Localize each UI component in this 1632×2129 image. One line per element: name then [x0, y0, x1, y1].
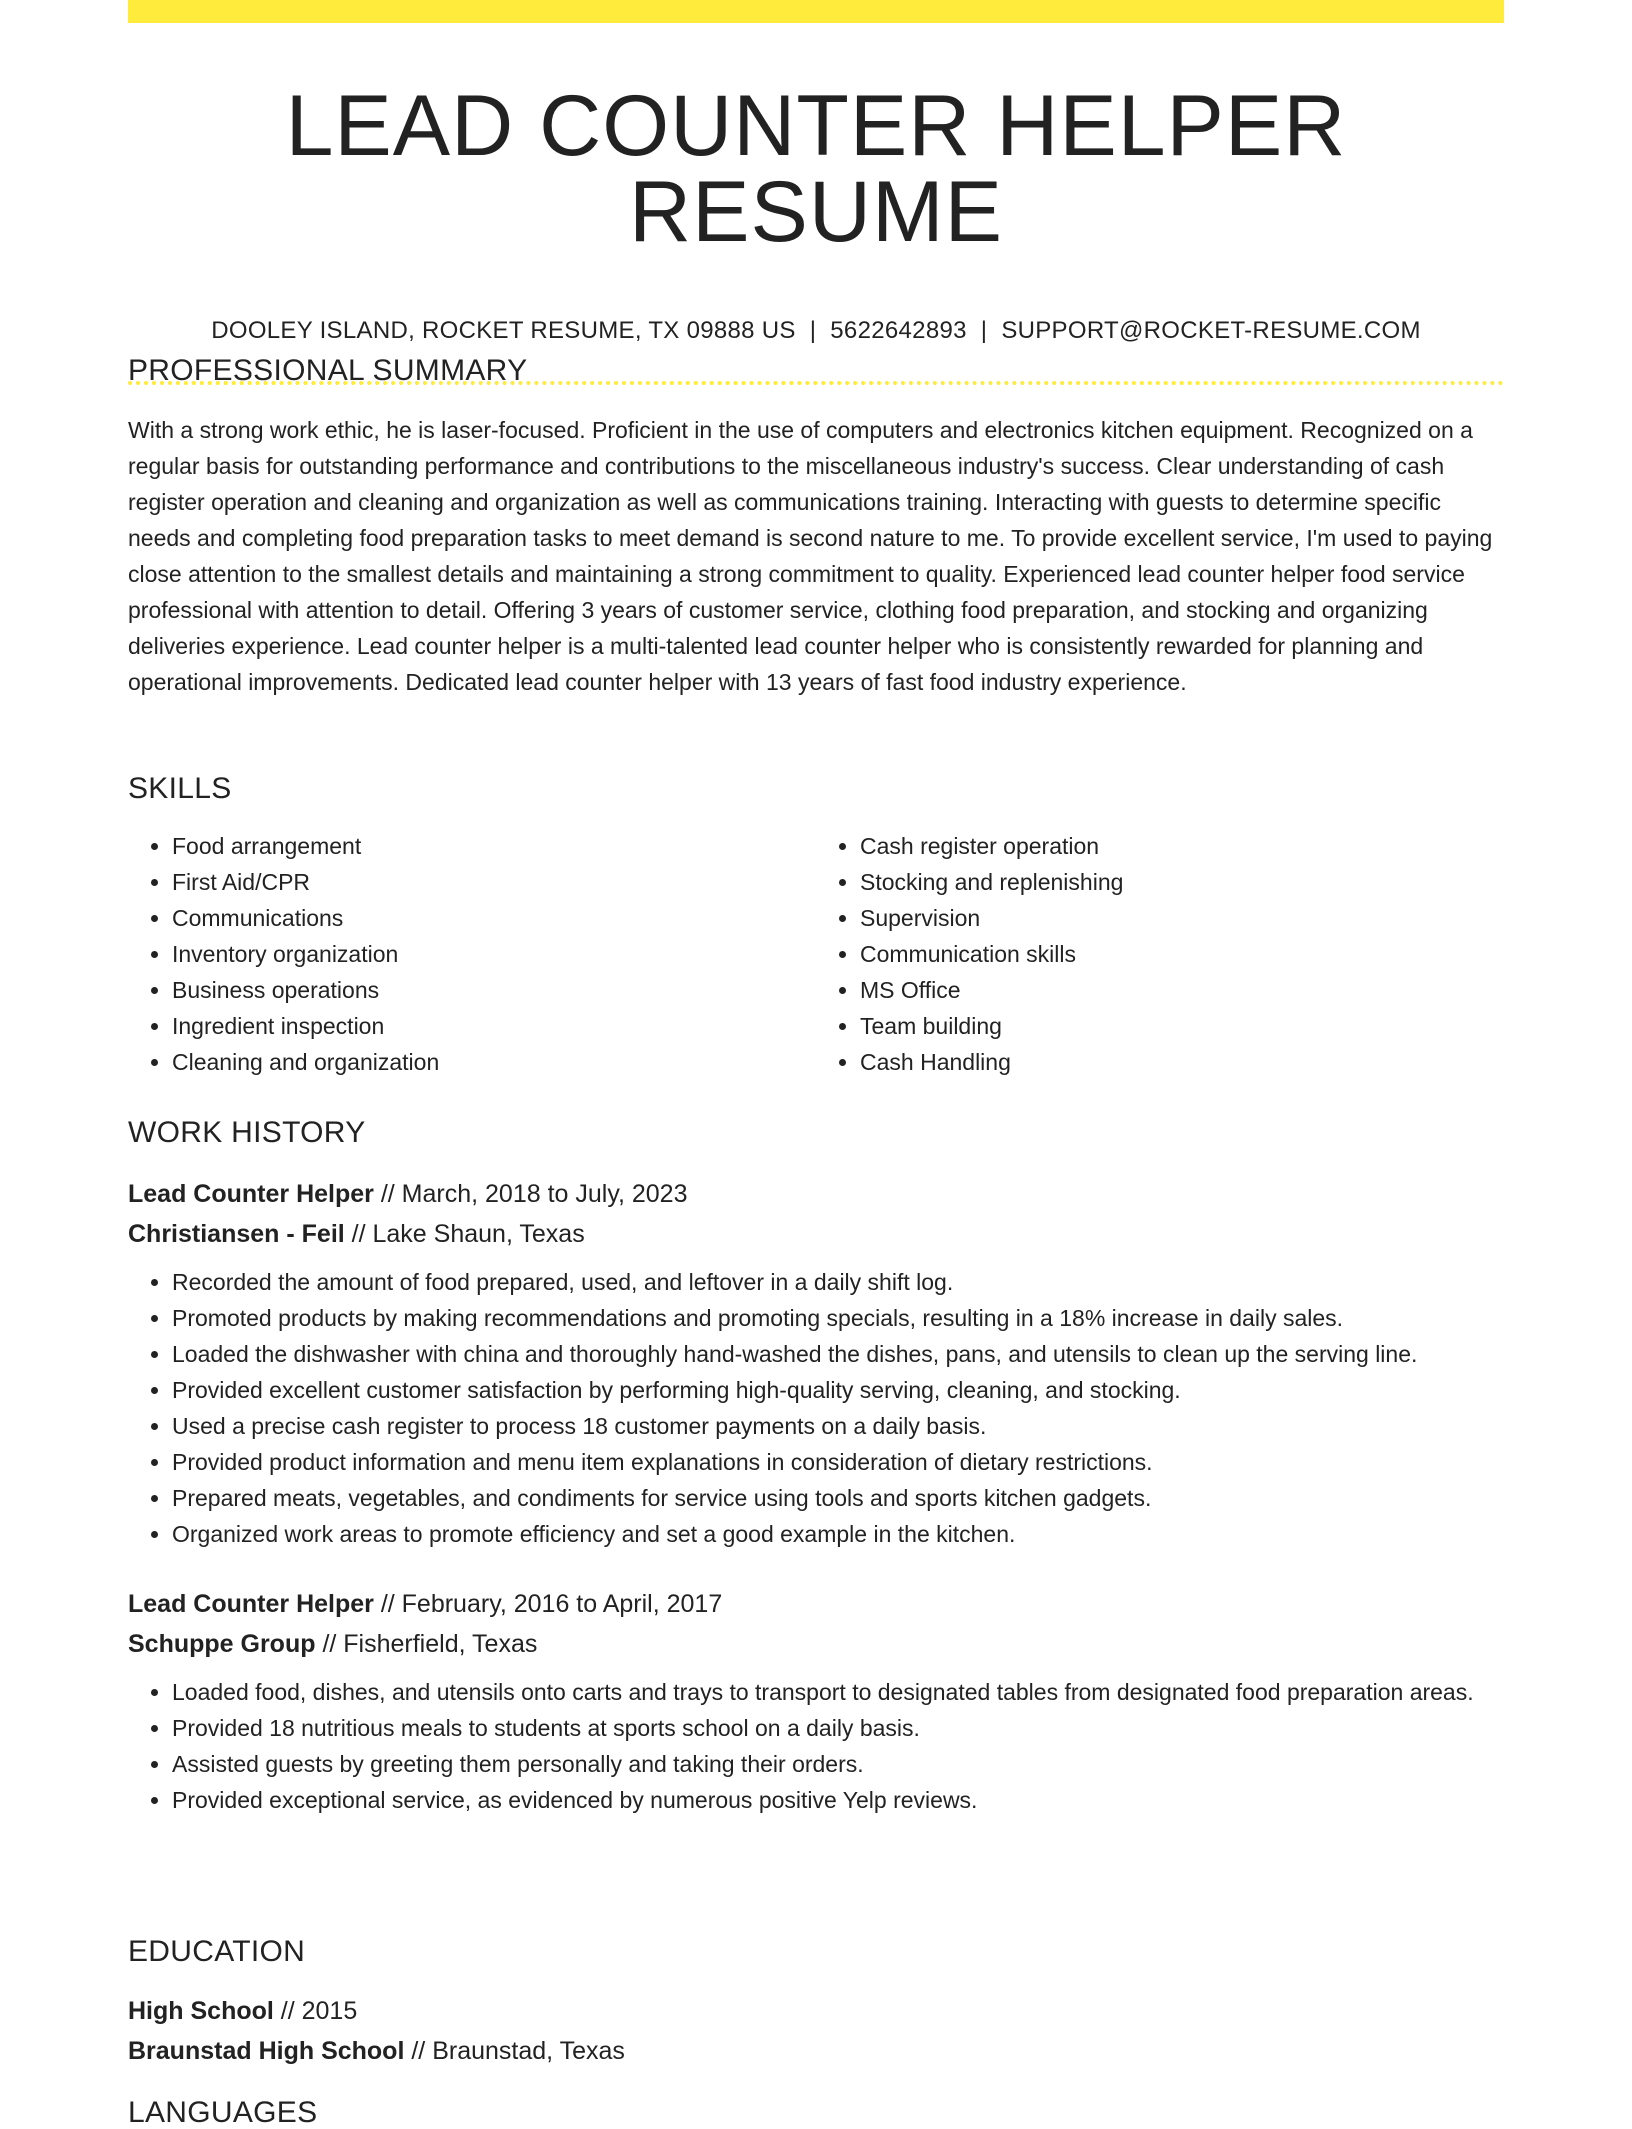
job-bullet: • Loaded the dishwasher with china and thoroughly hand-washed the dishes, pans, and utensils to clean up the serving line. — [172, 1336, 1504, 1372]
job-bullets — [128, 1674, 1504, 1818]
skills-right-list — [816, 828, 1504, 1080]
skill-item: • Communication skills — [860, 936, 1504, 972]
job-title-line — [128, 1584, 1504, 1624]
languages-section — [128, 2098, 1504, 2128]
job-company: Christiansen - Feil — [128, 1220, 345, 1248]
job-bullet: • Assisted guests by greeting them personally and taking their orders. — [172, 1746, 1504, 1782]
job-title: Lead Counter Helper — [128, 1180, 374, 1208]
job-company-line — [128, 1214, 1504, 1254]
resume-title: LEAD COUNTER HELPER RESUME — [285, 78, 1347, 260]
job-company: Schuppe Group — [128, 1630, 316, 1658]
job-bullet: • Provided excellent customer satisfaction by performing high-quality serving, cleaning, and stocking. — [172, 1372, 1504, 1408]
contact-phone: 5622642893 — [830, 317, 967, 344]
summary-text: With a strong work ethic, he is laser-focused. Proficient in the use of computers and electronics kitchen equipment. Recognized on a regular basis for outstanding performance and contributions to the miscellaneous industry's success. Clear understanding of cash register operation and cleaning and organization as well as communications training. Interacting with guests to determine specific needs and completing food preparation tasks to meet demand is second nature to me. To provide excellent service, I'm used to paying close attention to the smallest details and maintaining a strong commitment to quality. Experienced lead counter helper food service professional with attention to detail. Offering 3 years of customer service, clothing food preparation, and stocking and organizing deliveries experience. Lead counter helper is a multi-talented lead counter helper who is consistently rewarded for planning and operational improvements. Dedicated lead counter helper with 13 years of fast food industry experience. — [128, 417, 1493, 695]
job-bullet: • Prepared meats, vegetables, and condiments for service using tools and sports kitchen gadgets. — [172, 1480, 1504, 1516]
education-degree: High School — [128, 1997, 274, 2025]
languages-heading: LANGUAGES — [128, 2096, 318, 2129]
job-location: // Fisherfield, Texas — [315, 1630, 538, 1658]
skill-item: • Stocking and replenishing — [860, 864, 1504, 900]
skills-left-list — [128, 828, 816, 1080]
skills-heading: SKILLS — [128, 772, 232, 805]
contact-separator: | — [980, 317, 988, 344]
education-degree-line — [128, 1991, 1504, 2031]
contact-line — [128, 317, 1504, 345]
work-history-section — [128, 1118, 1504, 1818]
job-dates: // February, 2016 to April, 2017 — [373, 1590, 723, 1618]
skill-item: • Cash register operation — [860, 828, 1504, 864]
job-bullet: • Provided 18 nutritious meals to students at sports school on a daily basis. — [172, 1710, 1504, 1746]
skill-item: • Team building — [860, 1008, 1504, 1044]
job-bullet: • Organized work areas to promote efficiency and set a good example in the kitchen. — [172, 1516, 1504, 1552]
job-bullet: • Promoted products by making recommendations and promoting specials, resulting in a 18% increase in daily sales. — [172, 1300, 1504, 1336]
skill-item: • MS Office — [860, 972, 1504, 1008]
job-dates: // March, 2018 to July, 2023 — [373, 1180, 688, 1208]
job-bullet: • Provided exceptional service, as evidenced by numerous positive Yelp reviews. — [172, 1782, 1504, 1818]
job-bullet: • Used a precise cash register to process 18 customer payments on a daily basis. — [172, 1408, 1504, 1444]
job-bullet: • Recorded the amount of food prepared, used, and leftover in a daily shift log. — [172, 1264, 1504, 1300]
skill-item: • Ingredient inspection — [172, 1008, 816, 1044]
job-company-line — [128, 1624, 1504, 1664]
skill-item: • Communications — [172, 900, 816, 936]
education-section — [128, 1937, 1504, 2071]
education-school: Braunstad High School — [128, 2037, 405, 2065]
summary-section — [128, 356, 1504, 700]
work-heading: WORK HISTORY — [128, 1116, 366, 1149]
job-bullet: • Loaded food, dishes, and utensils onto carts and trays to transport to designated tables from designated food preparation areas. — [172, 1674, 1504, 1710]
job-entry — [128, 1584, 1504, 1818]
job-entry — [128, 1174, 1504, 1552]
summary-heading: PROFESSIONAL SUMMARY — [128, 354, 528, 387]
education-entry — [128, 1991, 1504, 2071]
skill-item: • Food arrangement — [172, 828, 816, 864]
job-title: Lead Counter Helper — [128, 1590, 374, 1618]
skill-item: • Inventory organization — [172, 936, 816, 972]
education-year: // 2015 — [273, 1997, 358, 2025]
job-title-line — [128, 1174, 1504, 1214]
skill-item: • Cleaning and organization — [172, 1044, 816, 1080]
skills-columns — [128, 828, 1504, 1080]
skill-item: • First Aid/CPR — [172, 864, 816, 900]
education-location: // Braunstad, Texas — [404, 2037, 625, 2065]
job-location: // Lake Shaun, Texas — [344, 1220, 585, 1248]
contact-email: SUPPORT@ROCKET-RESUME.COM — [1001, 317, 1421, 344]
skill-item: • Business operations — [172, 972, 816, 1008]
job-bullets — [128, 1264, 1504, 1552]
skill-item: • Supervision — [860, 900, 1504, 936]
education-heading: EDUCATION — [128, 1935, 306, 1968]
skill-item: • Cash Handling — [860, 1044, 1504, 1080]
contact-separator: | — [809, 317, 817, 344]
education-school-line — [128, 2031, 1504, 2071]
job-bullet: • Provided product information and menu item explanations in consideration of dietary restrictions. — [172, 1444, 1504, 1480]
resume-page — [128, 0, 1504, 2129]
top-accent-bar — [128, 0, 1504, 23]
contact-address: DOOLEY ISLAND, ROCKET RESUME, TX 09888 US — [211, 317, 796, 344]
skills-section — [128, 774, 1504, 1080]
